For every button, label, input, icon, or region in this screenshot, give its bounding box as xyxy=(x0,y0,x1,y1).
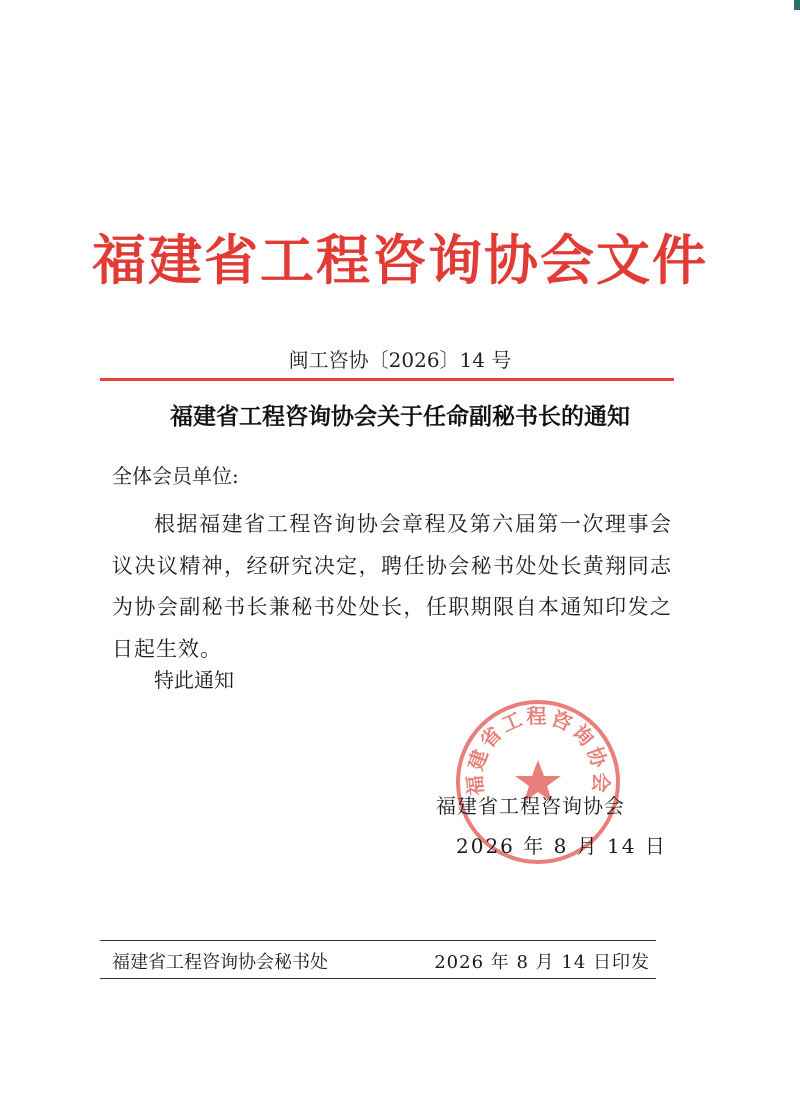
document-number: 闽工咨协〔2026〕14 号 xyxy=(288,348,512,372)
body-paragraph: 根据福建省工程咨询协会章程及第六届第一次理事会议决议精神，经研究决定，聘任协会秘书处处长黄翔同志为协会副秘书长兼秘书处处长，任职期限自本通知印发之日起生效。 xyxy=(112,512,672,661)
header-red-rule xyxy=(100,378,674,381)
footer-issuer: 福建省工程咨询协会秘书处 xyxy=(112,952,328,973)
closing-text: 特此通知 xyxy=(154,668,234,692)
notice-title: 福建省工程咨询协会关于任命副秘书长的通知 xyxy=(170,403,630,430)
footer-top-rule xyxy=(100,940,656,941)
document-header-title: 福建省工程咨询协会文件 xyxy=(92,228,708,292)
signature-date: 2026 年 8 月 14 日 xyxy=(456,834,667,858)
footer-issue-date: 2026 年 8 月 14 日印发 xyxy=(434,952,650,973)
seal-text: 福建省工程咨询协会 xyxy=(462,704,614,797)
footer-bottom-rule xyxy=(100,978,656,979)
salutation: 全体会员单位: xyxy=(112,464,239,488)
corner-mark xyxy=(794,0,800,10)
signature-organization: 福建省工程咨询协会 xyxy=(436,794,625,818)
